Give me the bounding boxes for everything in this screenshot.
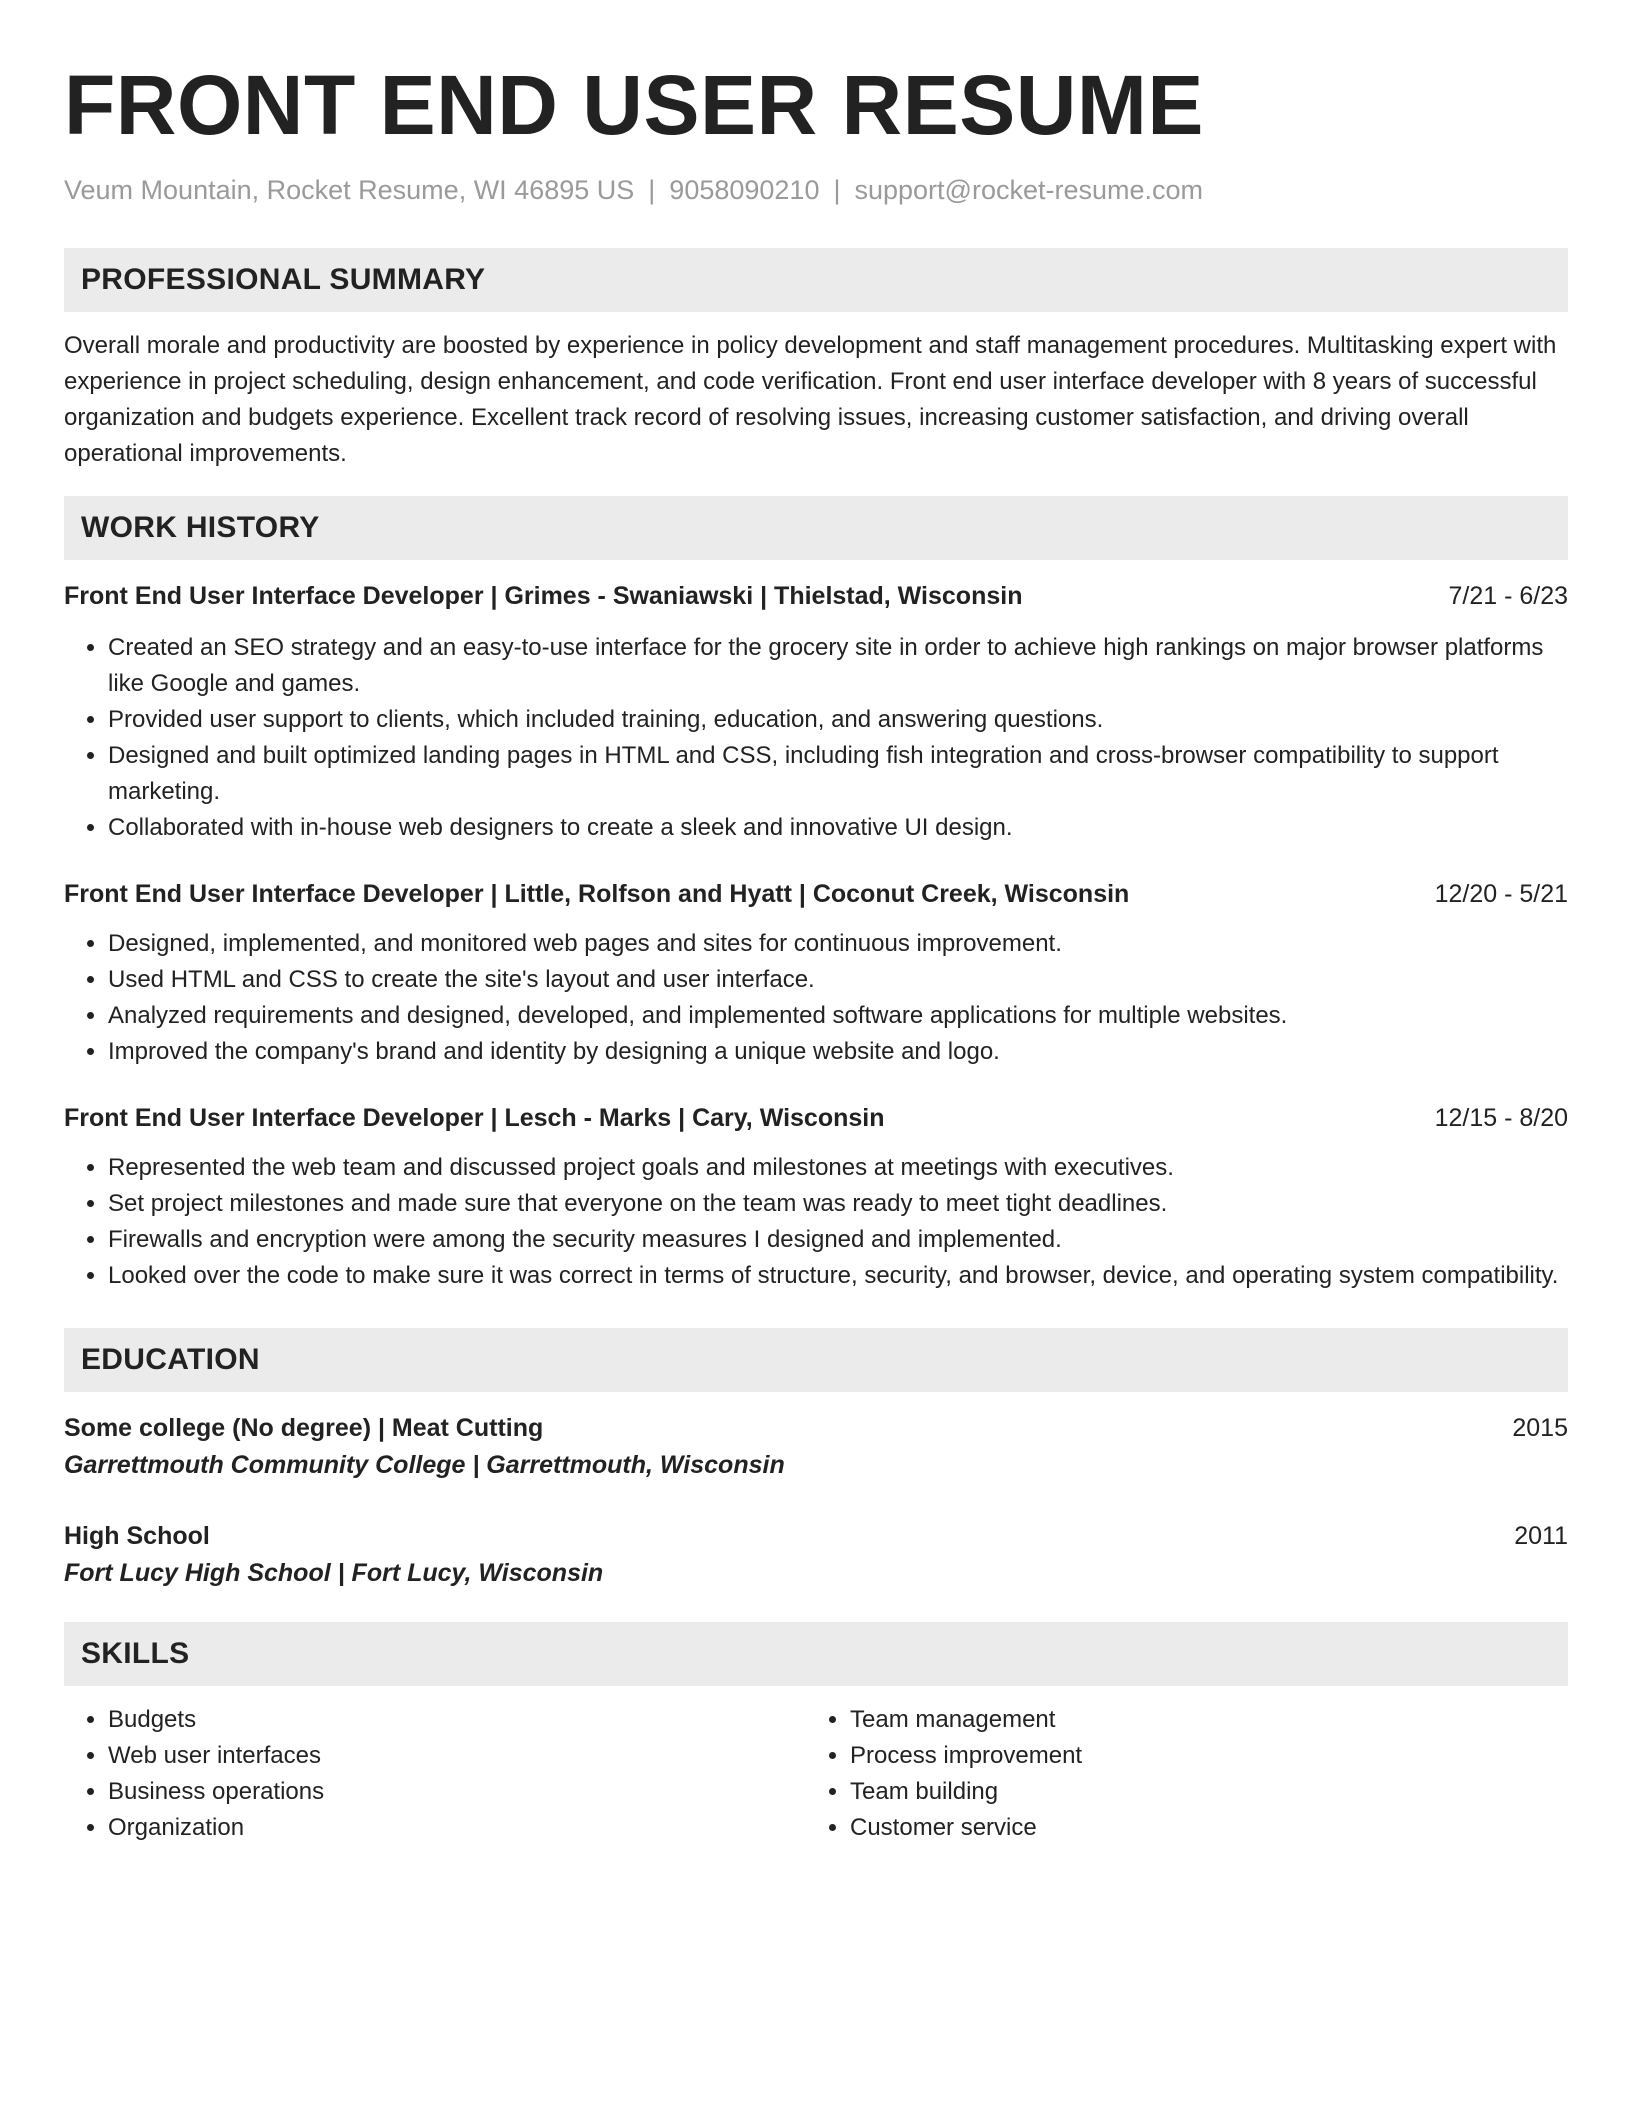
contact-separator: | [833, 175, 841, 205]
contact-line [64, 172, 1568, 208]
section-header-skills: SKILLS [64, 1622, 1568, 1686]
skill-item: • Process improvement [850, 1738, 1548, 1774]
job-bullet: • Analyzed requirements and designed, developed, and implemented software applications for multiple websites. [108, 998, 1568, 1034]
job-bullet: • Represented the web team and discussed project goals and milestones at meetings with executives. [108, 1150, 1568, 1186]
job-dates: 12/15 - 8/20 [1434, 1104, 1568, 1132]
resume-page [64, 0, 1568, 1846]
job-bullet: • Provided user support to clients, which included training, education, and answering questions. [108, 702, 1568, 738]
job-title: Front End User Interface Developer | Grimes - Swaniawski | Thielstad, Wisconsin [64, 582, 1023, 610]
skills-list [64, 1702, 1568, 1846]
job-bullet: • Set project milestones and made sure that everyone on the team was ready to meet tight deadlines. [108, 1186, 1568, 1222]
education-entry [64, 1518, 1568, 1592]
job-entry [64, 876, 1568, 1070]
skill-item: • Business operations [108, 1774, 806, 1810]
section-header-summary: PROFESSIONAL SUMMARY [64, 248, 1568, 312]
contact-phone: 9058090210 [669, 175, 820, 205]
contact-address: Veum Mountain, Rocket Resume, WI 46895 US [64, 175, 635, 205]
education-degree: High School [64, 1522, 210, 1550]
education-school: Garrettmouth Community College | Garrettmouth, Wisconsin [64, 1451, 785, 1479]
education-entry [64, 1410, 1568, 1484]
job-entry [64, 578, 1568, 846]
skill-item: • Organization [108, 1810, 806, 1846]
job-dates: 12/20 - 5/21 [1434, 880, 1568, 908]
summary-text: Overall morale and productivity are boosted by experience in policy development and staff management procedures. Multitasking expert with experience in project scheduling, design enhancement, and code verification. Front end user interface developer with 8 years of successful organization and budgets experience. Excellent track record of resolving issues, increasing customer satisfaction, and driving overall operational improvements. [64, 332, 1557, 467]
job-bullet: • Improved the company's brand and identity by designing a unique website and logo. [108, 1034, 1568, 1070]
resume-title: FRONT END USER RESUME [64, 58, 1204, 152]
education-school: Fort Lucy High School | Fort Lucy, Wisconsin [64, 1559, 604, 1587]
section-header-education: EDUCATION [64, 1328, 1568, 1392]
skill-item: • Web user interfaces [108, 1738, 806, 1774]
job-title: Front End User Interface Developer | Little, Rolfson and Hyatt | Coconut Creek, Wisconsin [64, 880, 1130, 908]
job-bullet: • Used HTML and CSS to create the site's layout and user interface. [108, 962, 1568, 998]
skills-column-right [806, 1702, 1548, 1846]
job-entry [64, 1100, 1568, 1294]
job-bullets [64, 1150, 1568, 1294]
education-year: 2015 [1512, 1414, 1568, 1442]
contact-email: support@rocket-resume.com [854, 175, 1204, 205]
job-bullet: • Collaborated with in-house web designers to create a sleek and innovative UI design. [108, 810, 1568, 846]
education-year: 2011 [1514, 1522, 1568, 1550]
job-bullet: • Designed, implemented, and monitored web pages and sites for continuous improvement. [108, 926, 1568, 962]
job-title: Front End User Interface Developer | Lesch - Marks | Cary, Wisconsin [64, 1104, 885, 1132]
skills-column-left [64, 1702, 806, 1846]
contact-separator: | [648, 175, 656, 205]
job-bullet: • Created an SEO strategy and an easy-to-use interface for the grocery site in order to achieve high rankings on major browser platforms like Google and games. [108, 630, 1568, 702]
job-bullets [64, 630, 1568, 846]
section-header-work-history: WORK HISTORY [64, 496, 1568, 560]
job-bullet: • Firewalls and encryption were among the security measures I designed and implemented. [108, 1222, 1568, 1258]
skill-item: • Budgets [108, 1702, 806, 1738]
skill-item: • Team building [850, 1774, 1548, 1810]
job-bullet: • Looked over the code to make sure it was correct in terms of structure, security, and browser, device, and operating system compatibility. [108, 1258, 1568, 1294]
skill-item: • Customer service [850, 1810, 1548, 1846]
skill-item: • Team management [850, 1702, 1548, 1738]
job-dates: 7/21 - 6/23 [1448, 582, 1568, 610]
job-bullet: • Designed and built optimized landing pages in HTML and CSS, including fish integration and cross-browser compatibility to support marketing. [108, 738, 1568, 810]
job-bullets [64, 926, 1568, 1070]
education-degree: Some college (No degree) | Meat Cutting [64, 1414, 544, 1442]
